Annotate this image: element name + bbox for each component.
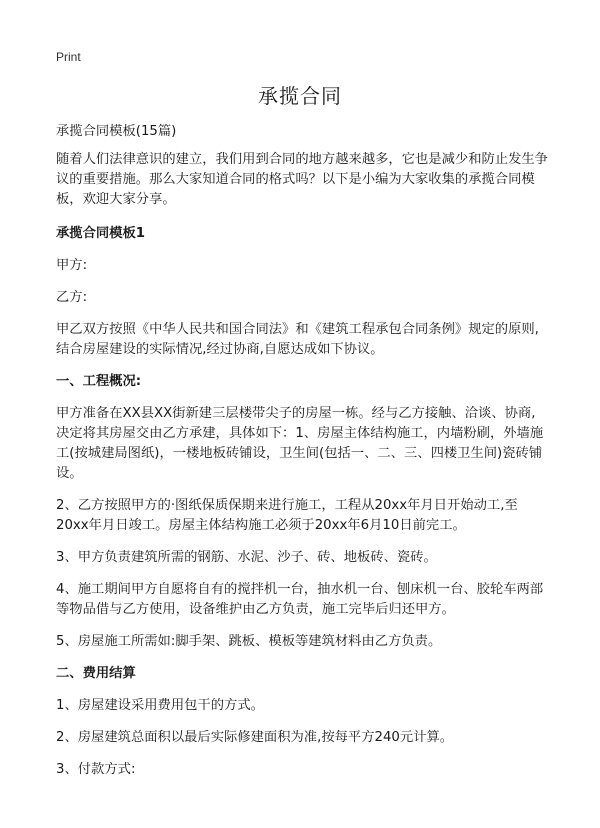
heading-project-overview: 一、工程概况: bbox=[56, 374, 142, 389]
heading-fee-settlement: 二、费用结算 bbox=[56, 666, 136, 681]
page-title: 承揽合同 bbox=[258, 84, 342, 108]
clause-3: 3、甲方负责建筑所需的钢筋、水泥、沙子、砖、地板砖、瓷砖。 bbox=[56, 550, 437, 565]
intro-paragraph: 随着人们法律意识的建立，我们用到合同的地方越来越多，它也是减少和防止发生争议的重要措施。那么大家知道合同的格式吗？以下是小编为大家收集的承揽合同模板，欢迎大家分享。 bbox=[56, 152, 548, 207]
clause-4: 4、施工期间甲方自愿将自有的搅拌机一台，抽水机一台、刨床机一台、胶轮车两部等物品借与乙方使用，设备维护由乙方负责，施工完毕后归还甲方。 bbox=[56, 582, 544, 617]
fee-clause-1: 1、房屋建设采用费用包干的方式。 bbox=[56, 698, 264, 713]
clause-5: 5、房屋施工所需如:脚手架、跳板、模板等建筑材料由乙方负责。 bbox=[56, 634, 442, 649]
section-title: 承揽合同模板1 bbox=[56, 226, 146, 241]
print-link[interactable]: Print bbox=[56, 50, 81, 64]
fee-clause-2: 2、房屋建筑总面积以最后实际修建面积为准,按每平方240元计算。 bbox=[56, 730, 454, 745]
clause-1: 甲方准备在XX县XX街新建三层楼带尖子的房屋一栋。经与乙方接触、洽谈、协商,决定将其房屋交由乙方承建，具体如下：1、房屋主体结构施工，内墙粉刷，外墙施工(按城建局图纸)，一楼地板砖铺设，卫生间(包括一、二、三、四楼卫生间)瓷砖铺设。 bbox=[56, 406, 544, 481]
party-b-line: 乙方: bbox=[56, 290, 88, 305]
fee-clause-3: 3、付款方式: bbox=[56, 762, 136, 777]
document-subtitle: 承揽合同模板(15篇) bbox=[56, 124, 177, 139]
preamble-paragraph: 甲乙双方按照《中华人民共和国合同法》和《建筑工程承包合同条例》规定的原则,结合房屋建设的实际情况,经过协商,自愿达成如下协议。 bbox=[56, 322, 539, 357]
clause-2: 2、乙方按照甲方的·图纸保质保期来进行施工，工程从20xx年月日开始动工,至20xx年月日竣工。房屋主体结构施工必须于20xx年6月10日前完工。 bbox=[56, 498, 518, 533]
document-body bbox=[56, 122, 548, 792]
party-a-line: 甲方: bbox=[56, 258, 88, 273]
